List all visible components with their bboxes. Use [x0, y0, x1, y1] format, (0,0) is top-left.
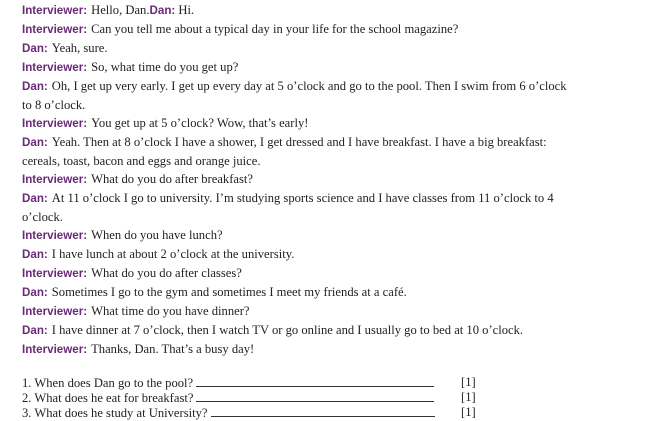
dialogue-text: Sometimes I go to the gym and sometimes I meet my friends at a café.	[51, 285, 407, 299]
dialogue-line-12	[22, 264, 647, 283]
dialogue-line-16	[22, 340, 647, 359]
dialogue-text: I have lunch at about 2 o’clock at the university.	[51, 247, 295, 261]
dialogue-line-5-cont: to 8 o’clock.	[22, 98, 86, 112]
question-mark-value: [1]	[461, 405, 476, 419]
dialogue-line-8	[22, 170, 647, 189]
dialogue-line-5	[22, 77, 647, 96]
speaker-label: Interviewer:	[22, 305, 88, 318]
question-1	[22, 375, 647, 390]
dialogue-text: When do you have lunch?	[91, 228, 223, 242]
speaker-label: Interviewer:	[22, 117, 88, 130]
dialogue-line-4	[22, 58, 647, 77]
question-mark-value: [1]	[461, 390, 476, 404]
question-text: 2. What does he eat for breakfast?	[22, 391, 194, 405]
dialogue-text: I have dinner at 7 o’clock, then I watch TV or go online and I usually go to bed at 10 o’clock.	[51, 323, 524, 337]
dialogue-text: Yeah. Then at 8 o’clock I have a shower, I get dressed and I have breakfast. I have a big breakfast:	[51, 135, 547, 149]
speaker-label: Dan:	[22, 136, 48, 149]
dialogue-text: Oh, I get up very early. I get up every day at 5 o’clock and go to the pool. Then I swim from 6 o’clock	[51, 79, 567, 93]
questions-section	[22, 375, 647, 420]
dialogue-line-7	[22, 133, 647, 152]
speaker-label: Dan:	[22, 42, 48, 55]
speaker-label: Interviewer:	[22, 61, 88, 74]
speaker-label-inline: Dan:	[149, 4, 176, 17]
dialogue-line-11	[22, 245, 647, 264]
dialogue-text: What do you do after classes?	[91, 266, 242, 280]
dialogue-line-3	[22, 39, 647, 58]
dialogue-line-1	[22, 1, 647, 20]
dialogue-text: Yeah, sure.	[51, 41, 108, 55]
dialogue-line-9-cont: o’clock.	[22, 210, 63, 224]
speaker-label: Dan:	[22, 286, 48, 299]
speaker-label: Interviewer:	[22, 4, 88, 17]
dialogue-text: Thanks, Dan. That’s a busy day!	[91, 342, 255, 356]
answer-blank[interactable]	[196, 390, 434, 402]
speaker-label: Dan:	[22, 324, 48, 337]
question-mark-value: [1]	[461, 375, 476, 389]
dialogue-text-inline: Hi.	[175, 3, 195, 17]
dialogue-line-6	[22, 114, 647, 133]
speaker-label: Dan:	[22, 80, 48, 93]
question-3	[22, 405, 647, 420]
question-text: 3. What does he study at University?	[22, 406, 208, 420]
answer-blank[interactable]	[196, 375, 434, 387]
question-text: 1. When does Dan go to the pool?	[22, 376, 194, 390]
question-2	[22, 390, 647, 405]
speaker-label: Dan:	[22, 192, 48, 205]
dialogue-text: You get up at 5 o’clock? Wow, that’s early!	[91, 116, 309, 130]
dialogue-text: So, what time do you get up?	[91, 60, 239, 74]
dialogue-line-14	[22, 302, 647, 321]
dialogue-line-7-cont: cereals, toast, bacon and eggs and orange juice.	[22, 154, 261, 168]
dialogue-line-10	[22, 226, 647, 245]
dialogue-line-15	[22, 321, 647, 340]
speaker-label: Interviewer:	[22, 267, 88, 280]
dialogue-text: Can you tell me about a typical day in your life for the school magazine?	[91, 22, 459, 36]
dialogue-line-2	[22, 20, 647, 39]
dialogue-line-13	[22, 283, 647, 302]
speaker-label: Interviewer:	[22, 173, 88, 186]
dialogue-text: What do you do after breakfast?	[91, 172, 253, 186]
dialogue-text: At 11 o’clock I go to university. I’m studying sports science and I have classes from 11 o’clock to 4	[51, 191, 554, 205]
speaker-label: Dan:	[22, 248, 48, 261]
dialogue-text: What time do you have dinner?	[91, 304, 250, 318]
speaker-label: Interviewer:	[22, 229, 88, 242]
answer-blank[interactable]	[211, 405, 435, 417]
dialogue-text: Hello, Dan.	[91, 3, 150, 17]
dialogue-line-9	[22, 189, 647, 208]
speaker-label: Interviewer:	[22, 23, 88, 36]
speaker-label: Interviewer:	[22, 343, 88, 356]
